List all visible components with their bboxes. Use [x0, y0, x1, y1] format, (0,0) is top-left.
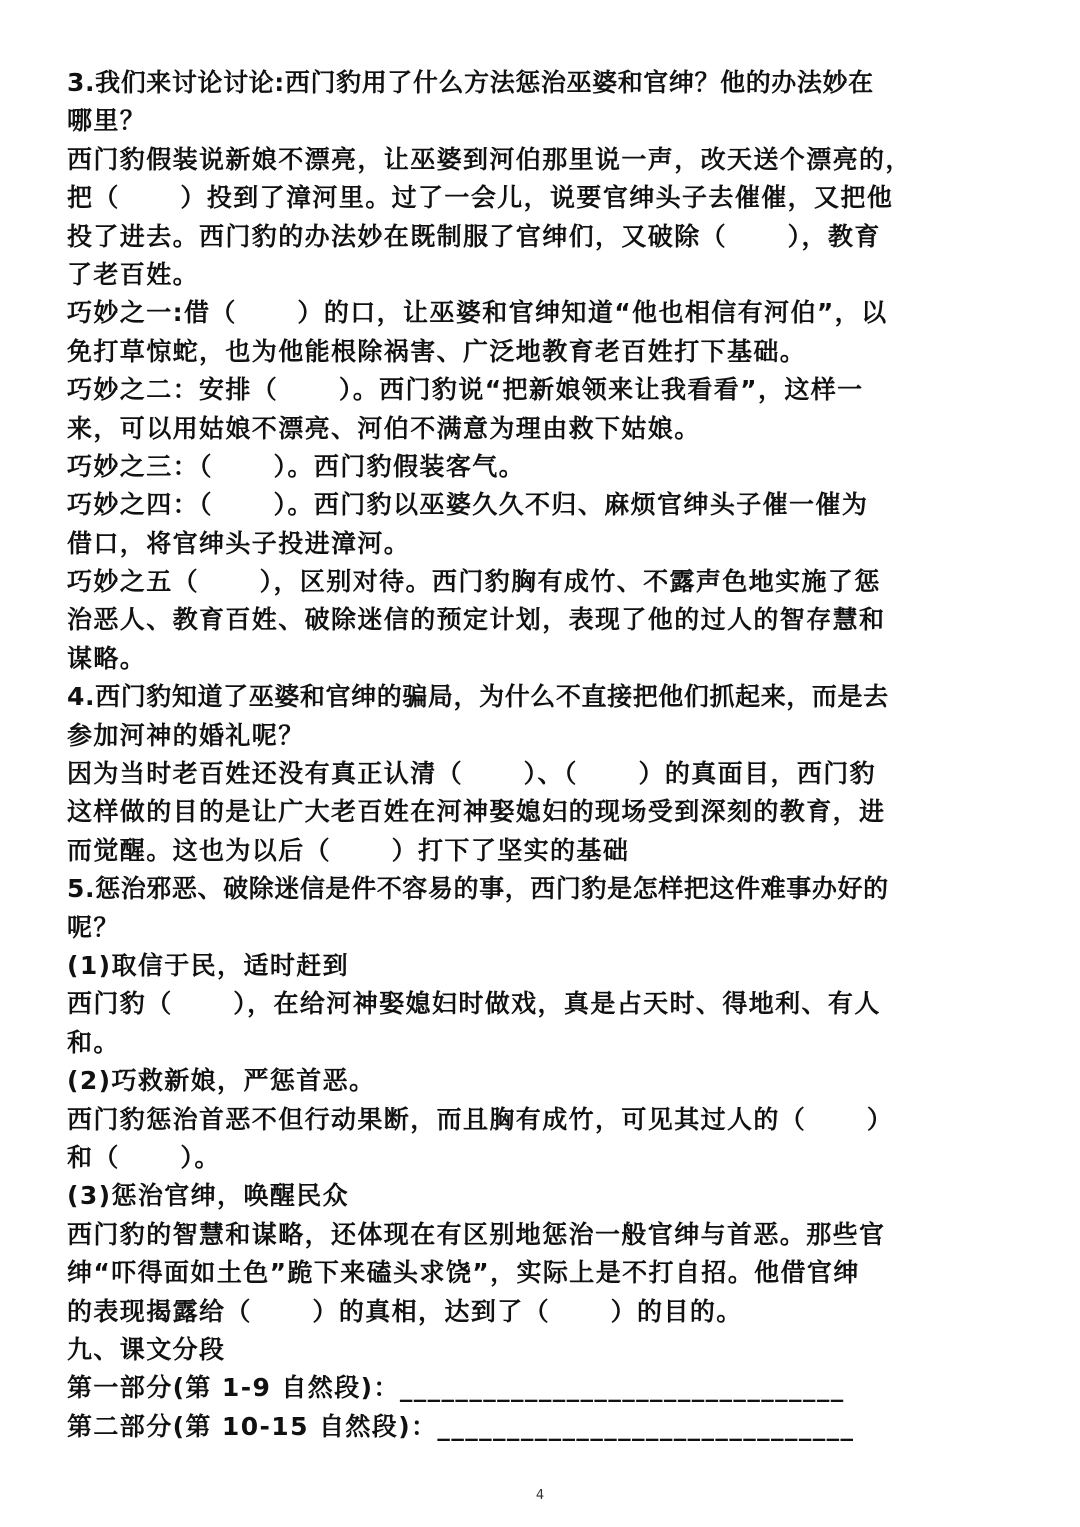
section-heading: 九、课文分段	[67, 1334, 226, 1364]
question-5-title-cont: 呢？	[67, 912, 120, 942]
text-line: 和（ ）。	[67, 1142, 221, 1172]
text-line: 西门豹假装说新娘不漂亮，让巫婆到河伯那里说一声，改天送个漂亮的，	[67, 144, 912, 174]
text-line: 免打草惊蛇，也为他能根除祸害、广泛地教育老百姓打下基础。	[67, 336, 807, 366]
text-line: 绅“吓得面如土色”跪下来磕头求饶”，实际上是不打自招。他借官绅	[67, 1258, 860, 1288]
subheading: (1)取信于民，适时赶到	[67, 950, 350, 980]
text-line: 把（ ）投到了漳河里。过了一会儿，说要官绅头子去催催，又把他	[67, 183, 894, 213]
text-line: 了老百姓。	[67, 259, 200, 289]
question-5-title: 5.惩治邪恶、破除迷信是件不容易的事，西门豹是怎样把这件难事办好的	[67, 874, 889, 904]
part-one-line: 第一部分(第 1-9 自然段)：________________________________	[67, 1373, 845, 1403]
text-line: 治恶人、教育百姓、破除迷信的预定计划，表现了他的过人的智存慧和	[67, 605, 886, 635]
question-4-title-cont: 参加河神的婚礼呢？	[67, 720, 305, 750]
text-line: 西门豹（ ），在给河神娶媳妇时做戏，真是占天时、得地利、有人	[67, 989, 881, 1019]
text-line: 西门豹的智慧和谋略，还体现在有区别地惩治一般官绅与首恶。那些官	[67, 1219, 886, 1249]
question-3-title: 3.我们来讨论讨论:西门豹用了什么方法惩治巫婆和官绅？他的办法妙在	[67, 68, 874, 97]
text-line: 这样做的目的是让广大老百姓在河神娶媳妇的现场受到深刻的教育，进	[67, 797, 886, 827]
text-line: 巧妙之一:借（ ）的口，让巫婆和官绅知道“他也相信有河伯”，以	[67, 298, 888, 328]
question-3-title-cont: 哪里？	[67, 106, 147, 136]
text-line: 投了进去。西门豹的办法妙在既制服了官绅们，又破除（ ），教育	[67, 221, 881, 251]
part-two-line: 第二部分(第 10-15 自然段)：______________________________	[67, 1411, 855, 1441]
subheading: (2)巧救新娘，严惩首恶。	[67, 1066, 376, 1096]
page-number: 4	[535, 1488, 545, 1503]
text-line: 巧妙之二：安排（ ）。西门豹说“把新娘领来让我看看”，这样一	[67, 375, 864, 405]
text-line: 谋略。	[67, 643, 147, 673]
text-line: 巧妙之三：（ ）。西门豹假装客气。	[67, 451, 526, 481]
text-line: 巧妙之五（ ），区别对待。西门豹胸有成竹、不露声色地实施了惩	[67, 567, 881, 597]
question-4-title: 4.西门豹知道了巫婆和官绅的骗局，为什么不直接把他们抓起来，而是去	[67, 682, 889, 712]
text-line: 巧妙之四：（ ）。西门豹以巫婆久久不归、麻烦官绅头子催一催为	[67, 490, 869, 520]
text-line: 来，可以用姑娘不漂亮、河伯不满意为理由救下姑娘。	[67, 413, 701, 443]
text-line: 借口，将官绅头子投进漳河。	[67, 528, 411, 558]
text-line: 因为当时老百姓还没有真正认清（ ）、（ ）的真面目，西门豹	[67, 759, 877, 789]
text-line: 的表现揭露给（ ）的真相，达到了（ ）的目的。	[67, 1296, 743, 1326]
text-line: 西门豹惩治首恶不但行动果断，而且胸有成竹，可见其过人的（ ）	[67, 1104, 894, 1134]
text-line: 和。	[67, 1027, 120, 1057]
text-line: 而觉醒。这也为以后（ ）打下了坚实的基础	[67, 835, 630, 865]
subheading: (3)惩治官绅，唤醒民众	[67, 1181, 350, 1211]
